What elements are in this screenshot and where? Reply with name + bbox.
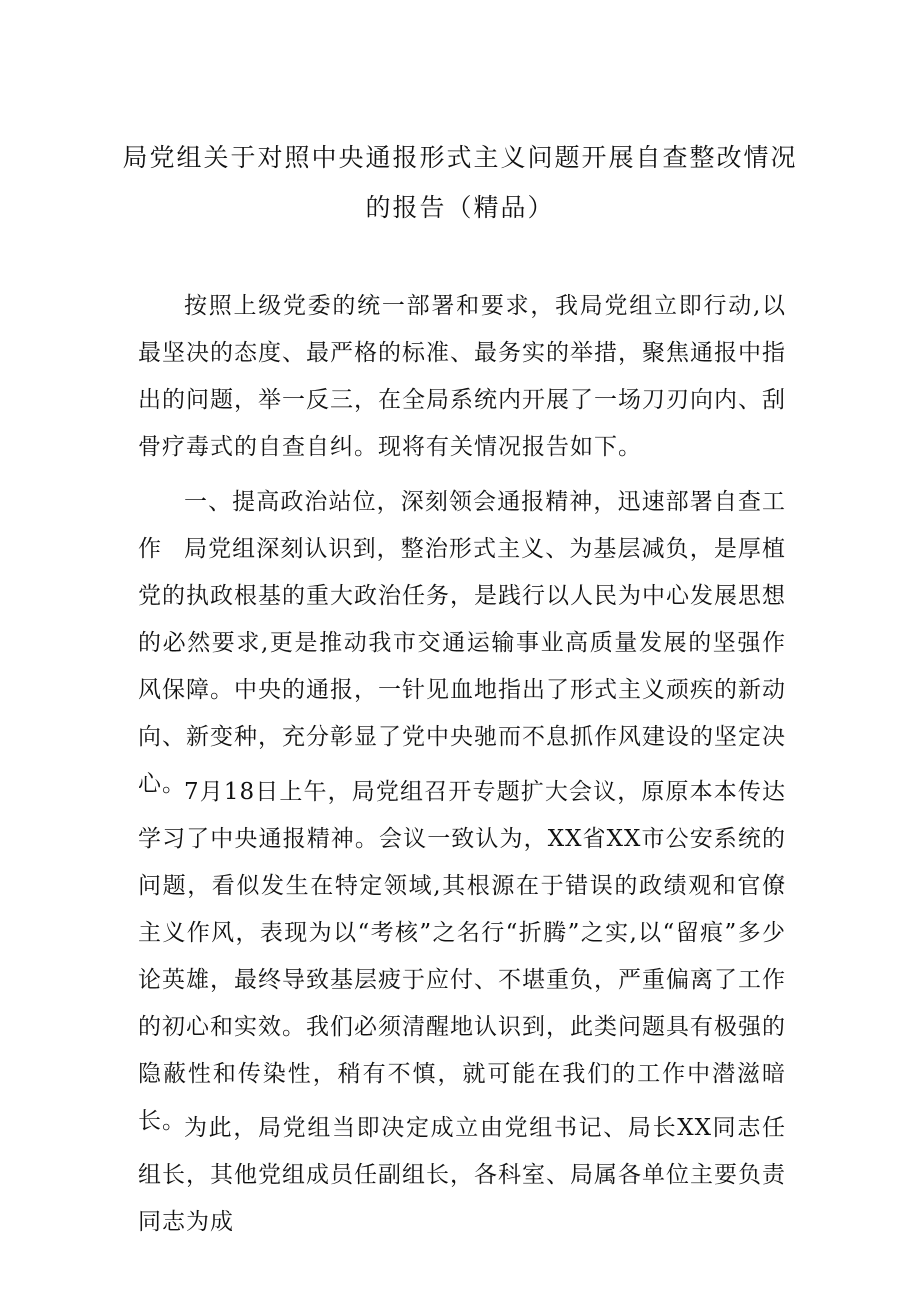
document-title-line-1: 局党组关于对照中央通报形式主义问题开展自查整改情况 — [122, 143, 798, 172]
paragraph-recognition: 局党组深刻认识到，整治形式主义、为基层减负，是厚植党的执政根基的重大政治任务，是践行以人民为中心发展思想的必然要求,更是推动我市交通运输事业高质量发展的坚强作风保障。中央的通报，一针见血地指出了形式主义顽疾的新动向、新变种，充分彰显了党中央驰而不息抓作风建设的坚定决心。 — [138, 536, 786, 797]
paragraph-intro: 按照上级党委的统一部署和要求，我局党组立即行动,以最坚决的态度、最严格的标准、最务实的举措，聚焦通报中指出的问题，举一反三，在全局系统内开展了一场刀刃向内、刮骨疗毒式的自查自纠。现将有关情况报告如下。 — [138, 293, 786, 460]
paragraph-meeting: 7月18日上午，局党组召开专题扩大会议，原原本本传达学习了中央通报精神。会议一致认为，XX省XX市公安系统的问题，看似发生在特定领域,其根源在于错误的政绩观和官僚主义作风，表现为以“考核”之名行“折腾”之实,以“留痕”多少论英雄，最终导致基层疲于应付、不堪重负，严重偏离了工作的初心和实效。我们必须清醒地认识到，此类问题具有极强的隐蔽性和传染性，稍有不慎，就可能在我们的工作中潜滋暗长。 — [138, 779, 786, 1134]
section-heading-1: 一、提高政治站位，深刻领会通报精神，迅速部署自查工作 — [138, 489, 786, 562]
document-title-line-2: 的报告（精品） — [365, 193, 555, 222]
paragraph-leading-group: 为此，局党组当即决定成立由党组书记、局长XX同志任组长，其他党组成员任副组长，各科室、局属各单位主要负责同志为成 — [138, 1115, 786, 1235]
